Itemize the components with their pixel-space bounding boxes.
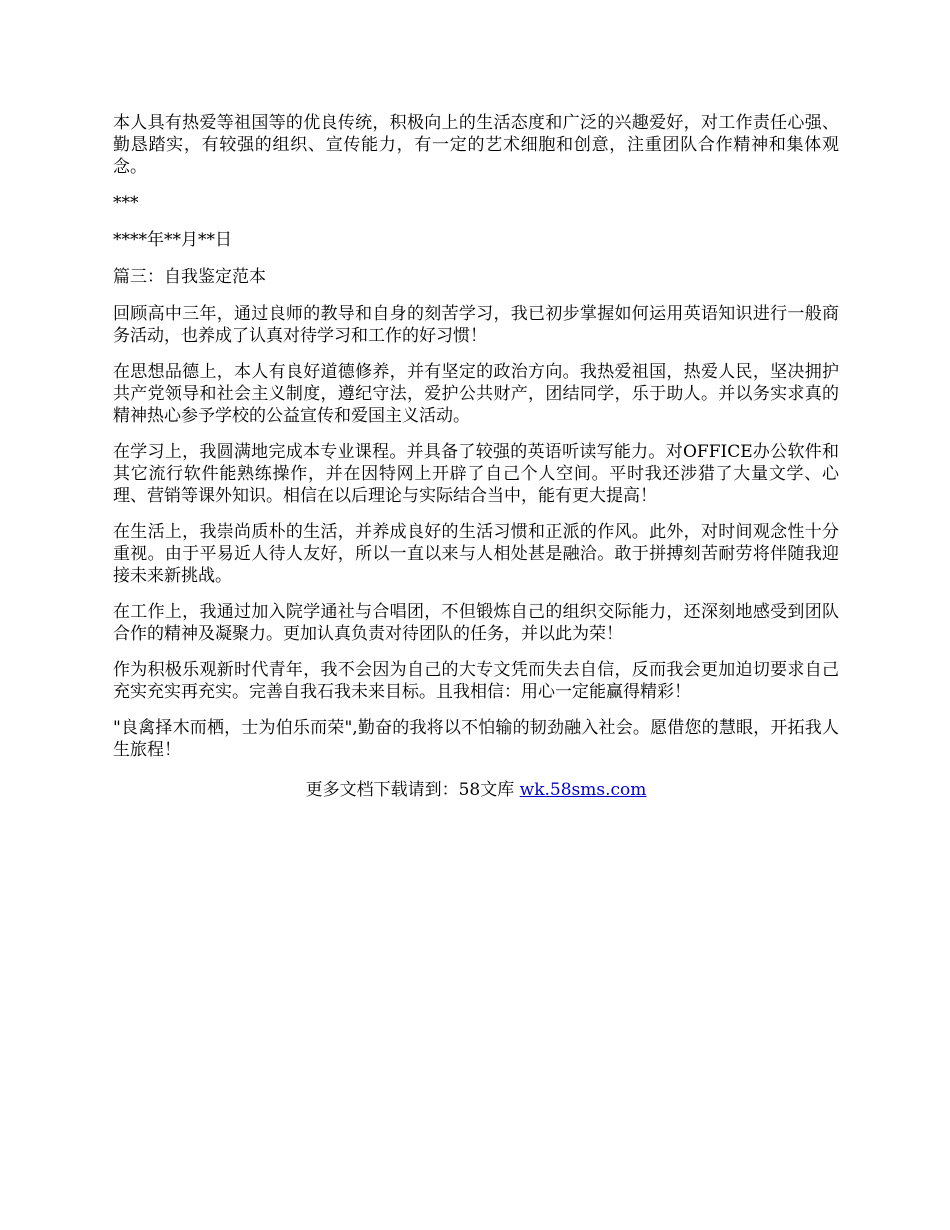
paragraph-study: 在学习上，我圆满地完成本专业课程。并具备了较强的英语听读写能力。对OFFICE办公软件和其它流行软件能熟练操作，并在因特网上开辟了自己个人空间。平时我还涉猎了大量文学、心理、营销等课外知识。相信在以后理论与实际结合当中，能有更大提高！: [113, 442, 839, 506]
paragraph-attitude: 作为积极乐观新时代青年，我不会因为自己的大专文凭而失去自信，反而我会更加迫切要求自己充实充实再充实。完善自我石我未来目标。且我相信：用心一定能赢得精彩！: [113, 660, 839, 702]
footer-text: 更多文档下载请到：58文库: [305, 780, 520, 800]
paragraph-closing: "良禽择木而栖，士为伯乐而荣",勤奋的我将以不怕输的韧劲融入社会。愿借您的慧眼，开拓我人生旅程！: [113, 718, 839, 760]
paragraph-self-intro: 本人具有热爱等祖国等的优良传统，积极向上的生活态度和广泛的兴趣爱好，对工作责任心强、勤恳踏实，有较强的组织、宣传能力，有一定的艺术细胞和创意，注重团队合作精神和集体观念。: [113, 113, 839, 177]
footer-link[interactable]: wk.58sms.com: [519, 780, 647, 800]
paragraph-review: 回顾高中三年，通过良师的教导和自身的刻苦学习，我已初步掌握如何运用英语知识进行一般商务活动，也养成了认真对待学习和工作的好习惯！: [113, 304, 839, 346]
paragraph-work: 在工作上，我通过加入院学通社与合唱团，不但锻炼自己的组织交际能力，还深刻地感受到团队合作的精神及凝聚力。更加认真负责对待团队的任务，并以此为荣！: [113, 602, 839, 644]
document-body: [113, 112, 839, 801]
paragraph-morality: 在思想品德上，本人有良好道德修养，并有坚定的政治方向。我热爱祖国，热爱人民，坚决拥护共产党领导和社会主义制度，遵纪守法，爱护公共财产，团结同学，乐于助人。并以务实求真的精神热心参予学校的公益宣传和爱国主义活动。: [113, 362, 839, 426]
footer: [113, 779, 839, 801]
signature-date: ****年**月**日: [113, 230, 232, 250]
paragraph-life: 在生活上，我崇尚质朴的生活，并养成良好的生活习惯和正派的作风。此外，对时间观念性十分重视。由于平易近人待人友好，所以一直以来与人相处甚是融洽。敢于拼搏刻苦耐劳将伴随我迎接未来新挑战。: [113, 522, 839, 586]
section-heading: 篇三：自我鉴定范本: [113, 267, 266, 287]
signature-name: ***: [113, 193, 139, 213]
